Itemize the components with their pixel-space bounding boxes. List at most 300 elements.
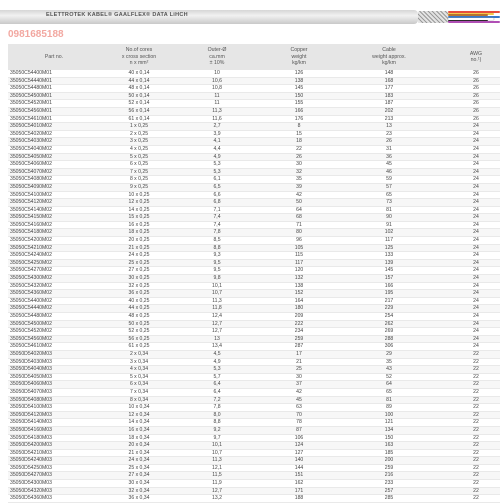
cell-cable-weight: 64 xyxy=(342,381,436,389)
cell-awg: 24 xyxy=(436,343,500,351)
cell-part-no: 35050C54440M02 xyxy=(8,305,100,313)
table-row xyxy=(8,419,500,427)
cell-cores: 44 x 0,25 xyxy=(100,305,178,313)
cell-cable-weight: 45 xyxy=(342,161,436,169)
cell-copper-weight: 8 xyxy=(256,123,342,131)
cell-awg: 24 xyxy=(436,183,500,191)
cell-cable-weight: 177 xyxy=(342,85,436,93)
cell-copper-weight: 166 xyxy=(256,107,342,115)
cell-cable-weight: 216 xyxy=(342,472,436,480)
cell-part-no: 35050D54180M03 xyxy=(8,434,100,442)
cell-cores: 50 x 0,14 xyxy=(100,92,178,100)
spec-table xyxy=(8,44,500,503)
table-row xyxy=(8,350,500,358)
cell-awg: 24 xyxy=(436,221,500,229)
cell-cable-weight: 148 xyxy=(342,70,436,77)
table-row xyxy=(8,168,500,176)
table-row xyxy=(8,161,500,169)
cell-copper-weight: 42 xyxy=(256,388,342,396)
cell-cores: 20 x 0,25 xyxy=(100,237,178,245)
cell-part-no: 35050D54300M03 xyxy=(8,480,100,488)
cell-copper-weight: 22 xyxy=(256,145,342,153)
cell-awg: 22 xyxy=(436,350,500,358)
col-awg: AWG no.¹) xyxy=(436,44,500,70)
table-row xyxy=(8,404,500,412)
cell-outer-diameter: 6,6 xyxy=(178,191,256,199)
cell-copper-weight: 35 xyxy=(256,176,342,184)
table-row xyxy=(8,373,500,381)
cell-cable-weight: 73 xyxy=(342,199,436,207)
table-row xyxy=(8,313,500,321)
cell-copper-weight: 115 xyxy=(256,252,342,260)
cell-part-no: 35050D54140M03 xyxy=(8,419,100,427)
cell-copper-weight: 71 xyxy=(256,221,342,229)
cell-cable-weight: 65 xyxy=(342,388,436,396)
cell-copper-weight: 15 xyxy=(256,130,342,138)
table-row xyxy=(8,480,500,488)
cell-awg: 26 xyxy=(436,107,500,115)
table-row xyxy=(8,237,500,245)
cell-awg: 22 xyxy=(436,404,500,412)
cell-outer-diameter: 13,4 xyxy=(178,343,256,351)
cell-copper-weight: 63 xyxy=(256,404,342,412)
cell-part-no: 35050D54210M03 xyxy=(8,449,100,457)
cell-cores: 40 x 0,25 xyxy=(100,297,178,305)
cell-cable-weight: 157 xyxy=(342,275,436,283)
cell-cable-weight: 217 xyxy=(342,297,436,305)
cell-copper-weight: 164 xyxy=(256,297,342,305)
table-row xyxy=(8,290,500,298)
cell-awg: 24 xyxy=(436,237,500,245)
cell-cores: 14 x 0,25 xyxy=(100,206,178,214)
cell-cable-weight: 150 xyxy=(342,434,436,442)
cell-cores: 1 x 0,25 xyxy=(100,123,178,131)
cell-copper-weight: 80 xyxy=(256,229,342,237)
table-row xyxy=(8,366,500,374)
cell-outer-diameter: 10,1 xyxy=(178,442,256,450)
cell-part-no: 35050D54050M03 xyxy=(8,373,100,381)
cell-part-no: 35050C54100M02 xyxy=(8,191,100,199)
cell-outer-diameter: 13,2 xyxy=(178,495,256,503)
cell-copper-weight: 37 xyxy=(256,381,342,389)
cell-cores: 2 x 0,34 xyxy=(100,350,178,358)
cell-part-no: 35050D54070M03 xyxy=(8,388,100,396)
cell-cores: 18 x 0,25 xyxy=(100,229,178,237)
cell-part-no: 35050C54560M02 xyxy=(8,335,100,343)
cell-cores: 61 x 0,14 xyxy=(100,115,178,123)
cell-part-no: 35050C54150M02 xyxy=(8,214,100,222)
cell-copper-weight: 234 xyxy=(256,328,342,336)
cell-awg: 22 xyxy=(436,457,500,465)
cell-copper-weight: 39 xyxy=(256,183,342,191)
cell-outer-diameter: 4,9 xyxy=(178,358,256,366)
cell-awg: 22 xyxy=(436,449,500,457)
cell-cores: 7 x 0,34 xyxy=(100,388,178,396)
cell-cable-weight: 306 xyxy=(342,343,436,351)
cell-copper-weight: 30 xyxy=(256,161,342,169)
cell-awg: 22 xyxy=(436,396,500,404)
cell-cores: 56 x 0,25 xyxy=(100,335,178,343)
cell-cable-weight: 29 xyxy=(342,350,436,358)
cell-cores: 24 x 0,34 xyxy=(100,457,178,465)
cell-cable-weight: 13 xyxy=(342,123,436,131)
cell-part-no: 35050C54070M02 xyxy=(8,168,100,176)
cell-cable-weight: 59 xyxy=(342,176,436,184)
cell-part-no: 35050C54320M02 xyxy=(8,282,100,290)
cell-awg: 22 xyxy=(436,487,500,495)
cell-cores: 27 x 0,34 xyxy=(100,472,178,480)
cell-awg: 26 xyxy=(436,77,500,85)
cell-part-no: 35050D54360M03 xyxy=(8,495,100,503)
cell-cable-weight: 183 xyxy=(342,92,436,100)
cell-outer-diameter: 6,8 xyxy=(178,199,256,207)
cell-cores: 50 x 0,25 xyxy=(100,320,178,328)
cell-awg: 22 xyxy=(436,388,500,396)
table-row xyxy=(8,206,500,214)
cell-outer-diameter: 7,1 xyxy=(178,206,256,214)
cell-copper-weight: 176 xyxy=(256,115,342,123)
cell-awg: 22 xyxy=(436,358,500,366)
cell-cable-weight: 145 xyxy=(342,267,436,275)
cell-cores: 3 x 0,25 xyxy=(100,138,178,146)
table-row xyxy=(8,199,500,207)
cell-outer-diameter: 4,1 xyxy=(178,138,256,146)
col-outer-diameter: Outer-Ø ca.mm ± 10% xyxy=(178,44,256,70)
cell-outer-diameter: 5,3 xyxy=(178,366,256,374)
cell-copper-weight: 127 xyxy=(256,449,342,457)
cell-outer-diameter: 5,3 xyxy=(178,168,256,176)
cell-awg: 24 xyxy=(436,168,500,176)
table-row xyxy=(8,221,500,229)
cell-awg: 24 xyxy=(436,282,500,290)
cell-cable-weight: 262 xyxy=(342,320,436,328)
cell-cable-weight: 254 xyxy=(342,313,436,321)
cell-outer-diameter: 10 xyxy=(178,70,256,77)
cell-outer-diameter: 11,3 xyxy=(178,297,256,305)
table-row xyxy=(8,183,500,191)
cell-awg: 22 xyxy=(436,411,500,419)
cell-cable-weight: 57 xyxy=(342,183,436,191)
cell-cores: 15 x 0,25 xyxy=(100,214,178,222)
table-row xyxy=(8,275,500,283)
cell-part-no: 35050C54520M02 xyxy=(8,328,100,336)
cell-copper-weight: 145 xyxy=(256,85,342,93)
cell-outer-diameter: 11,8 xyxy=(178,305,256,313)
cell-cable-weight: 31 xyxy=(342,145,436,153)
cell-outer-diameter: 4,4 xyxy=(178,145,256,153)
cell-cable-weight: 65 xyxy=(342,191,436,199)
cell-cores: 7 x 0,25 xyxy=(100,168,178,176)
cell-awg: 24 xyxy=(436,153,500,161)
cell-cable-weight: 139 xyxy=(342,259,436,267)
cell-copper-weight: 105 xyxy=(256,244,342,252)
cell-part-no: 35050C54520M01 xyxy=(8,100,100,108)
cell-outer-diameter: 5,3 xyxy=(178,161,256,169)
cell-cable-weight: 89 xyxy=(342,404,436,412)
table-body xyxy=(8,70,500,502)
cell-cores: 21 x 0,25 xyxy=(100,244,178,252)
cell-awg: 24 xyxy=(436,176,500,184)
cell-copper-weight: 120 xyxy=(256,267,342,275)
cell-cable-weight: 35 xyxy=(342,358,436,366)
cell-part-no: 35050D54240M03 xyxy=(8,457,100,465)
cell-part-no: 35050D54250M03 xyxy=(8,464,100,472)
cell-copper-weight: 132 xyxy=(256,275,342,283)
cell-copper-weight: 144 xyxy=(256,464,342,472)
cell-copper-weight: 138 xyxy=(256,77,342,85)
cell-outer-diameter: 6,1 xyxy=(178,176,256,184)
cell-cores: 16 x 0,25 xyxy=(100,221,178,229)
table-row xyxy=(8,381,500,389)
cell-awg: 24 xyxy=(436,252,500,260)
cell-cable-weight: 163 xyxy=(342,442,436,450)
cell-part-no: 35050C54060M02 xyxy=(8,161,100,169)
cell-outer-diameter: 12,7 xyxy=(178,328,256,336)
cell-cable-weight: 166 xyxy=(342,282,436,290)
cell-copper-weight: 45 xyxy=(256,396,342,404)
cell-outer-diameter: 11,3 xyxy=(178,107,256,115)
cell-awg: 24 xyxy=(436,297,500,305)
cell-cores: 25 x 0,25 xyxy=(100,259,178,267)
cell-part-no: 35050C54400M01 xyxy=(8,70,100,77)
cell-part-no: 35050C54050M02 xyxy=(8,153,100,161)
table-row xyxy=(8,411,500,419)
cell-copper-weight: 259 xyxy=(256,335,342,343)
cell-outer-diameter: 11 xyxy=(178,100,256,108)
table-row xyxy=(8,449,500,457)
cell-copper-weight: 96 xyxy=(256,237,342,245)
cell-outer-diameter: 7,2 xyxy=(178,396,256,404)
cell-part-no: 35050C54080M02 xyxy=(8,176,100,184)
cell-part-no: 35050C54240M02 xyxy=(8,252,100,260)
cell-copper-weight: 21 xyxy=(256,358,342,366)
cell-cores: 14 x 0,34 xyxy=(100,419,178,427)
cell-cores: 10 x 0,34 xyxy=(100,404,178,412)
col-copper-weight: Copper weight kg/km xyxy=(256,44,342,70)
cell-part-no: 35050C54400M02 xyxy=(8,297,100,305)
cell-awg: 26 xyxy=(436,115,500,123)
cell-cores: 48 x 0,14 xyxy=(100,85,178,93)
table-row xyxy=(8,130,500,138)
cell-outer-diameter: 7,8 xyxy=(178,404,256,412)
watermark-phone: 0981685188 xyxy=(8,29,64,40)
cell-copper-weight: 126 xyxy=(256,70,342,77)
cell-part-no: 35050D54080M03 xyxy=(8,396,100,404)
cell-awg: 24 xyxy=(436,328,500,336)
cell-cores: 48 x 0,25 xyxy=(100,313,178,321)
cell-awg: 24 xyxy=(436,275,500,283)
cell-copper-weight: 87 xyxy=(256,426,342,434)
table-row xyxy=(8,457,500,465)
cell-copper-weight: 117 xyxy=(256,259,342,267)
cell-copper-weight: 124 xyxy=(256,442,342,450)
cell-outer-diameter: 11,5 xyxy=(178,472,256,480)
cell-cable-weight: 229 xyxy=(342,305,436,313)
cell-part-no: 35050C54120M02 xyxy=(8,199,100,207)
cell-awg: 24 xyxy=(436,214,500,222)
cell-part-no: 35050C54250M02 xyxy=(8,259,100,267)
cell-copper-weight: 70 xyxy=(256,411,342,419)
cell-cores: 8 x 0,25 xyxy=(100,176,178,184)
table-row xyxy=(8,472,500,480)
cell-outer-diameter: 12,1 xyxy=(178,464,256,472)
table-row xyxy=(8,176,500,184)
cell-awg: 22 xyxy=(436,419,500,427)
cell-cable-weight: 288 xyxy=(342,335,436,343)
cell-cores: 36 x 0,34 xyxy=(100,495,178,503)
cell-cores: 20 x 0,34 xyxy=(100,442,178,450)
table-row xyxy=(8,426,500,434)
cell-awg: 24 xyxy=(436,259,500,267)
table-row xyxy=(8,343,500,351)
cell-awg: 22 xyxy=(436,472,500,480)
table-row xyxy=(8,70,500,77)
cell-outer-diameter: 8,0 xyxy=(178,411,256,419)
table-row xyxy=(8,259,500,267)
cell-outer-diameter: 7,4 xyxy=(178,214,256,222)
table-row xyxy=(8,138,500,146)
cell-cable-weight: 125 xyxy=(342,244,436,252)
table-row xyxy=(8,297,500,305)
table-row xyxy=(8,92,500,100)
cell-copper-weight: 155 xyxy=(256,100,342,108)
cell-copper-weight: 18 xyxy=(256,138,342,146)
cell-cable-weight: 121 xyxy=(342,419,436,427)
cell-copper-weight: 30 xyxy=(256,373,342,381)
cell-part-no: 35050C54500M01 xyxy=(8,92,100,100)
table-row xyxy=(8,214,500,222)
table-row xyxy=(8,388,500,396)
cell-outer-diameter: 5,7 xyxy=(178,373,256,381)
cell-part-no: 35050C54480M01 xyxy=(8,85,100,93)
cell-part-no: 35050D54120M03 xyxy=(8,411,100,419)
wire-strand xyxy=(448,21,500,23)
cell-outer-diameter: 8,8 xyxy=(178,244,256,252)
cell-outer-diameter: 10,6 xyxy=(178,77,256,85)
col-part-no: Part no. xyxy=(8,44,100,70)
cell-part-no: 35050C54610M01 xyxy=(8,115,100,123)
cell-copper-weight: 152 xyxy=(256,290,342,298)
cell-outer-diameter: 9,7 xyxy=(178,434,256,442)
cell-cores: 30 x 0,34 xyxy=(100,480,178,488)
cell-cores: 6 x 0,25 xyxy=(100,161,178,169)
cell-cable-weight: 26 xyxy=(342,138,436,146)
cell-awg: 24 xyxy=(436,199,500,207)
cell-awg: 24 xyxy=(436,305,500,313)
cell-outer-diameter: 13 xyxy=(178,335,256,343)
cell-awg: 22 xyxy=(436,464,500,472)
cell-part-no: 35050D54320M03 xyxy=(8,487,100,495)
cell-part-no: 35050C54200M02 xyxy=(8,237,100,245)
cell-awg: 22 xyxy=(436,495,500,503)
cell-outer-diameter: 10,7 xyxy=(178,290,256,298)
cell-awg: 22 xyxy=(436,366,500,374)
cell-cores: 32 x 0,34 xyxy=(100,487,178,495)
cell-outer-diameter: 4,9 xyxy=(178,153,256,161)
cell-cores: 9 x 0,25 xyxy=(100,183,178,191)
cell-cable-weight: 213 xyxy=(342,115,436,123)
cell-part-no: 35050C54040M02 xyxy=(8,145,100,153)
cell-outer-diameter: 10,8 xyxy=(178,85,256,93)
cell-cable-weight: 81 xyxy=(342,206,436,214)
cell-awg: 24 xyxy=(436,130,500,138)
table-row xyxy=(8,282,500,290)
cell-part-no: 35050D54030M03 xyxy=(8,358,100,366)
cell-outer-diameter: 3,9 xyxy=(178,130,256,138)
cell-cores: 25 x 0,34 xyxy=(100,464,178,472)
table-row xyxy=(8,358,500,366)
cell-cable-weight: 168 xyxy=(342,77,436,85)
cell-copper-weight: 287 xyxy=(256,343,342,351)
cell-cores: 36 x 0,25 xyxy=(100,290,178,298)
cell-part-no: 35050D54270M03 xyxy=(8,472,100,480)
cell-part-no: 35050C54010M02 xyxy=(8,123,100,131)
cell-awg: 24 xyxy=(436,229,500,237)
cell-copper-weight: 188 xyxy=(256,495,342,503)
cell-cores: 61 x 0,25 xyxy=(100,343,178,351)
cell-awg: 24 xyxy=(436,161,500,169)
cell-awg: 22 xyxy=(436,442,500,450)
cell-outer-diameter: 11,3 xyxy=(178,457,256,465)
cell-part-no: 35050C54300M02 xyxy=(8,275,100,283)
table-row xyxy=(8,77,500,85)
cell-copper-weight: 140 xyxy=(256,457,342,465)
cell-cable-weight: 90 xyxy=(342,214,436,222)
table-row xyxy=(8,495,500,503)
cell-outer-diameter: 9,5 xyxy=(178,259,256,267)
cell-cores: 24 x 0,25 xyxy=(100,252,178,260)
cell-copper-weight: 42 xyxy=(256,191,342,199)
cell-cable-weight: 46 xyxy=(342,168,436,176)
table-row xyxy=(8,244,500,252)
cell-copper-weight: 64 xyxy=(256,206,342,214)
cell-outer-diameter: 2,7 xyxy=(178,123,256,131)
cell-awg: 24 xyxy=(436,335,500,343)
cell-outer-diameter: 6,4 xyxy=(178,388,256,396)
cell-cable-weight: 23 xyxy=(342,130,436,138)
cell-outer-diameter: 9,2 xyxy=(178,426,256,434)
table-row xyxy=(8,442,500,450)
cell-part-no: 35050C54090M02 xyxy=(8,183,100,191)
cable-banner xyxy=(0,0,500,30)
cell-outer-diameter: 11,6 xyxy=(178,115,256,123)
cell-outer-diameter: 8,5 xyxy=(178,237,256,245)
cell-awg: 26 xyxy=(436,85,500,93)
cell-copper-weight: 17 xyxy=(256,350,342,358)
cell-awg: 24 xyxy=(436,244,500,252)
table-row xyxy=(8,115,500,123)
cell-cable-weight: 269 xyxy=(342,328,436,336)
cell-awg: 22 xyxy=(436,373,500,381)
cell-cable-weight: 81 xyxy=(342,396,436,404)
table-row xyxy=(8,85,500,93)
cell-cores: 6 x 0,34 xyxy=(100,381,178,389)
cell-cores: 52 x 0,14 xyxy=(100,100,178,108)
cell-awg: 24 xyxy=(436,267,500,275)
cell-cores: 32 x 0,25 xyxy=(100,282,178,290)
cell-copper-weight: 171 xyxy=(256,487,342,495)
cell-copper-weight: 162 xyxy=(256,480,342,488)
cell-outer-diameter: 10,7 xyxy=(178,449,256,457)
cell-copper-weight: 26 xyxy=(256,153,342,161)
cell-cable-weight: 134 xyxy=(342,426,436,434)
cell-copper-weight: 222 xyxy=(256,320,342,328)
table-header-row xyxy=(8,44,500,70)
cell-outer-diameter: 7,8 xyxy=(178,229,256,237)
cell-cores: 5 x 0,34 xyxy=(100,373,178,381)
cell-cable-weight: 91 xyxy=(342,221,436,229)
cell-copper-weight: 50 xyxy=(256,199,342,207)
